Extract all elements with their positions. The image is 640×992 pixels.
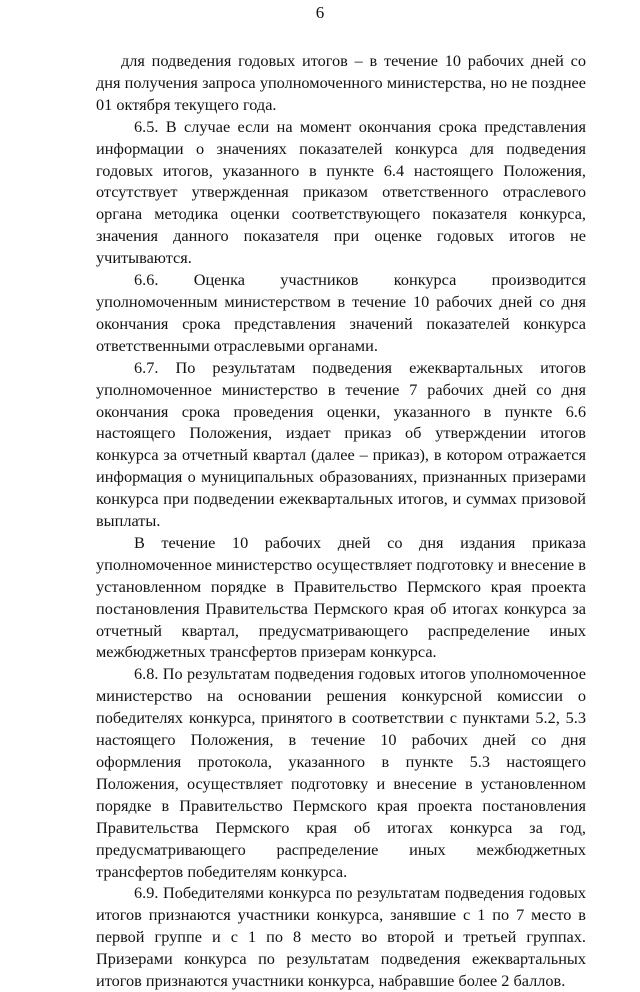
paragraph-6-7: 6.7. По результатам подведения ежеквартальных итогов уполномоченное министерство в течение 7 рабочих дней со дня окончания срока проведения оценки, указанного в пункте 6.6 настоящего Положения, издает приказ об утверждении итогов конкурса за отчетный квартал (далее – приказ), в котором отражается информация о муниципальных образованиях, признанных призерами конкурса при подведении ежеквартальных итогов, и суммах призовой выплаты. bbox=[96, 357, 586, 531]
paragraph-6-8: 6.8. По результатам подведения годовых итогов уполномоченное министерство на основании решения конкурсной комиссии о победителях конкурса, принятого в соответствии с пунктами 5.2, 5.3 настоящего Положения, в течение 10 рабочих дней со дня оформления протокола, указанного в пункте 5.3 настоящего Положения, осуществляет подготовку и внесение в установленном порядке в Правительство Пермского края проекта постановления Правительства Пермского края об итогах конкурса за год, предусматривающего распределение иных межбюджетных трансфертов победителям конкурса. bbox=[96, 664, 586, 881]
paragraph-6-9: 6.9. Победителями конкурса по результатам подведения годовых итогов признаются участники конкурса, занявшие с 1 по 7 место в первой группе и с 1 по 8 место во второй и третьей группах. Призерами конкурса по результатам подведения ежеквартальных итогов признаются участники конкурса, набравшие более 2 баллов. bbox=[96, 883, 586, 991]
page-number: 6 bbox=[315, 3, 325, 22]
paragraph-continuation: для подведения годовых итогов – в течение 10 рабочих дней со дня получения запроса уполномоченного министерства, но не позднее 01 октября текущего года. bbox=[96, 51, 586, 114]
paragraph-6-5: 6.5. В случае если на момент окончания срока представления информации о значениях показателей конкурса для подведения годовых итогов, указанного в пункте 6.4 настоящего Положения, отсутствует утвержденная приказом ответственного отраслевого органа методика оценки соответствующего показателя конкурса, значения данного показателя при оценке годовых итогов не учитываются. bbox=[96, 116, 586, 268]
document-body bbox=[96, 50, 586, 992]
paragraph-6-7-second: В течение 10 рабочих дней со дня издания приказа уполномоченное министерство осуществляет подготовку и внесение в установленном порядке в Правительство Пермского края проекта постановления Правительства Пермского края об итогах конкурса за отчетный квартал, предусматривающего распределение иных межбюджетных трансфертов призерам конкурса. bbox=[96, 532, 586, 662]
paragraph-6-6: 6.6. Оценка участников конкурса производится уполномоченным министерством в течение 10 рабочих дней со дня окончания срока представления значений показателей конкурса ответственными отраслевыми органами. bbox=[96, 270, 586, 355]
